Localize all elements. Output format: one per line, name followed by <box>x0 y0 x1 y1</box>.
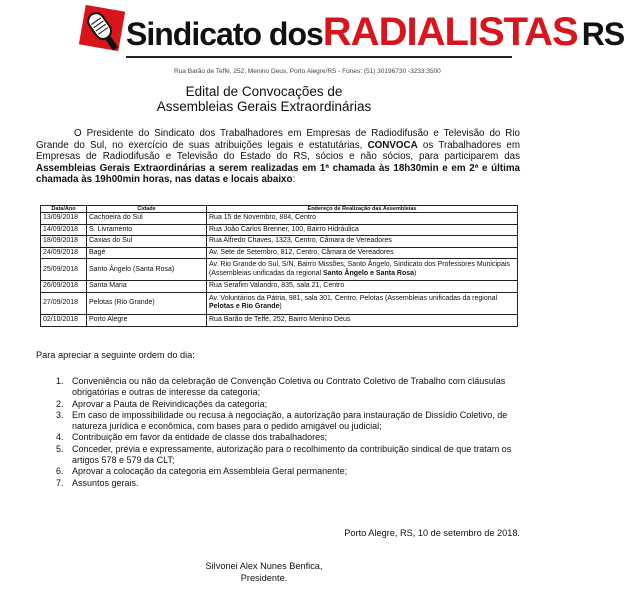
cell-address: Rua 15 de Novembro, 884, Centro <box>207 213 518 225</box>
table-row <box>41 292 518 314</box>
brand-frame <box>126 10 624 58</box>
cell-address: Rua João Carlos Brenner, 100, Bairro Hidráulica <box>207 224 518 236</box>
list-item-text: Assuntos gerais. <box>72 477 139 488</box>
cell-address: Rua Barão de Teffé, 252, Bairro Menino Deus <box>207 314 518 326</box>
list-item <box>56 444 522 467</box>
cell-date: 25/09/2018 <box>41 259 87 281</box>
list-item <box>56 399 522 410</box>
table-row <box>41 236 518 248</box>
list-item-number: 7. <box>56 477 64 488</box>
brand-part-1: Sindicato dos <box>126 16 323 52</box>
table-row <box>41 259 518 281</box>
cell-city: Caxias do Sul <box>87 236 207 248</box>
cell-date: 27/09/2018 <box>41 292 87 314</box>
table-row <box>41 314 518 326</box>
cell-city: Santo Ângelo (Santa Rosa) <box>87 259 207 281</box>
cell-city: Pelotas (Rio Grande) <box>87 292 207 314</box>
table-row <box>41 213 518 225</box>
list-item <box>56 432 522 443</box>
letterhead <box>80 6 624 75</box>
cell-date: 14/09/2018 <box>41 224 87 236</box>
list-item-number: 2. <box>56 398 64 409</box>
cell-address <box>207 259 518 281</box>
list-item-text: Conveniência ou não da celebração de Convenção Coletiva ou Contrato Coletivo de Trabalho com cláusulas obrigatórias e outras de interesse da categoria; <box>72 376 506 398</box>
brand-part-2: RADIALISTAS <box>322 10 578 54</box>
cell-date: 24/09/2018 <box>41 247 87 259</box>
cell-city: Santa Maria <box>87 281 207 293</box>
brand-part-3: RS <box>581 16 624 52</box>
table-row <box>41 281 518 293</box>
list-item-number: 3. <box>56 409 64 420</box>
cell-address-text: Av. Rio Grande do Sul, S/N, Bairro Missões, Santo Ângelo, Sindicato dos Professores Municipais (Assembleias unificadas da regional <box>209 261 510 277</box>
list-item-text: Aprovar a colocação da categoria em Assembleia Geral permanente; <box>72 466 348 477</box>
list-item-text: Conceder, prévia e expressamente, autorização para o recolhimento da contribuição sindical de que tratam os artigos 578 e 579 da CLT; <box>72 443 512 466</box>
cell-address-bold: Santo Ângelo e Santa Rosa <box>323 269 415 277</box>
list-item-text: Contribuição em favor da entidade de classe dos trabalhadores; <box>72 432 328 443</box>
cell-address <box>207 292 518 314</box>
document-title-line-1: Edital de Convocações de <box>185 84 343 99</box>
paragraph-end: : <box>292 174 296 186</box>
cell-address-text: Av. Voluntários da Pátria, 981, sala 301, Centro, Pelotas (Assembleias unificadas da regional <box>209 294 498 302</box>
list-item-number: 6. <box>56 466 64 477</box>
column-header-city: Cidade <box>87 206 207 213</box>
cell-address: Rua Alfredo Chaves, 1323, Centro, Câmara de Vereadores <box>207 236 518 248</box>
list-item <box>56 478 522 489</box>
assembly-schedule-table <box>40 205 518 327</box>
cell-date: 18/09/2018 <box>41 236 87 248</box>
cell-address-bold: Pelotas e Rio Grande <box>209 303 280 311</box>
cell-address: Rua Serafim Valandro, 835, sala 21, Centro <box>207 281 518 293</box>
list-item-number: 5. <box>56 443 64 454</box>
cell-date: 26/09/2018 <box>41 281 87 293</box>
brand-name <box>126 12 624 61</box>
table-header-row <box>41 206 518 213</box>
cell-date: 13/09/2018 <box>41 213 87 225</box>
list-item-number: 1. <box>56 376 64 386</box>
agenda-intro: Para apreciar a seguinte ordem do dia: <box>36 350 195 360</box>
list-item <box>56 376 522 399</box>
column-header-address: Endereço de Realização das Assembleias <box>207 206 518 213</box>
list-item-text: Em caso de impossibilidade ou recusa à negociação, a autorização para instauração de Dissídio Coletivo, de natureza jurídica e econômica, com bases para o pedido amigável ou judicial; <box>72 409 508 432</box>
list-item-text: Aprovar a Pauta de Reivindicações da categoria; <box>72 398 268 409</box>
list-item <box>56 466 522 477</box>
signer-role: Presidente. <box>240 573 288 583</box>
list-item-number: 4. <box>56 432 64 443</box>
paragraph-convoca: CONVOCA <box>367 139 418 151</box>
cell-address-end: ) <box>279 303 282 311</box>
cell-city: Porto Alegre <box>87 314 207 326</box>
microphone-logo-icon <box>80 6 130 60</box>
cell-address: Av. Sete de Setembro, 812, Centro, Câmara de Vereadores <box>207 247 518 259</box>
column-header-date: Data/Ano <box>41 206 87 213</box>
cell-date: 02/10/2018 <box>41 314 87 326</box>
cell-address-end: ) <box>414 269 417 277</box>
document-title-line-2: Assembleias Gerais Extraordinárias <box>156 99 372 114</box>
signer-name: Silvonei Alex Nunes Benfica, <box>205 561 323 571</box>
table-row <box>41 224 518 236</box>
table-row <box>41 247 518 259</box>
paragraph-text-1: O Presidente do Sindicato dos Trabalhadores em Empresas de Radiodifusão e Televisão do Rio Grande do Sul, no exercício de suas atribuições legais e estatutárias, <box>36 128 520 151</box>
cell-city: S. Livramento <box>87 224 207 236</box>
place-and-date: Porto Alegre, RS, 10 de setembro de 2018. <box>344 528 520 538</box>
letterhead-address: Rua Barão de Teffé, 252, Menino Deus, Porto Alegre/RS - Fones: (51) 30196730 -3233.3500 <box>174 68 441 75</box>
cell-city: Bagé <box>87 247 207 259</box>
agenda-list <box>56 376 522 489</box>
cell-city: Cachoeira do Sul <box>87 213 207 225</box>
paragraph-text-2: os Trabalhadores em Empresas de Radiodifusão e Televisão do Estado do RS, sócios e não sócios, para participarem das <box>36 139 520 163</box>
paragraph-bold: Assembleias Gerais Extraordinárias a serem realizadas em 1ª chamada às 18h30min e em 2ª e última chamada às 19h00min horas, nas datas e locais abaixo <box>36 162 520 186</box>
convocation-paragraph <box>36 128 520 186</box>
list-item <box>56 410 522 433</box>
